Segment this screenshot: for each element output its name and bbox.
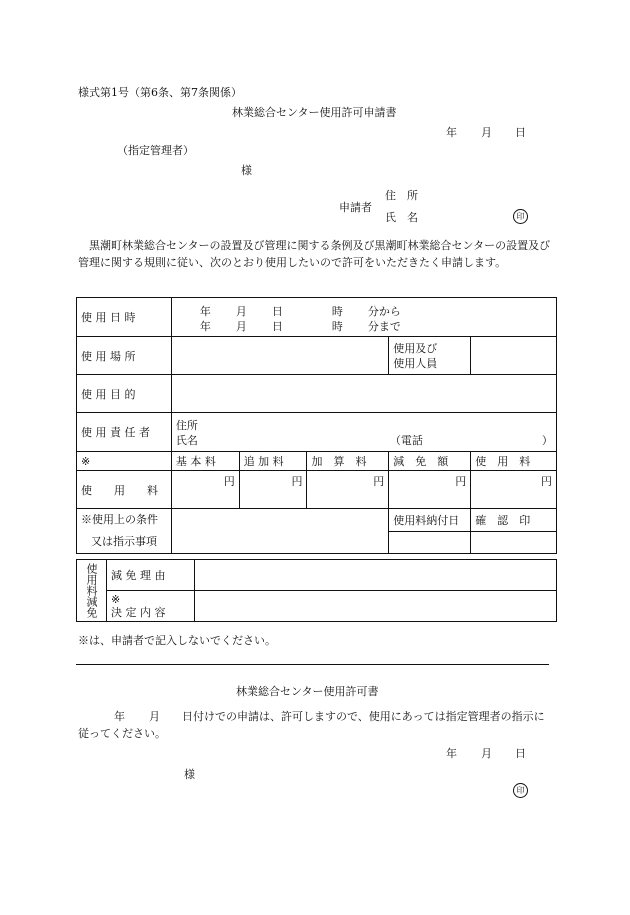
fee-header-surcharge: 加 算 料 bbox=[307, 452, 389, 471]
reduction-reason-label: 減 免 理 由 bbox=[107, 560, 195, 591]
fee-header-basic: 基 本 料 bbox=[171, 452, 239, 471]
manager-field[interactable] bbox=[171, 413, 556, 452]
fee-additional-field[interactable]: 円 bbox=[239, 471, 307, 509]
permit-body: 年 月 日付けでの申請は、許可しますので、使用にあっては指定管理者の指示に従ってください。 bbox=[78, 710, 545, 740]
conditions-label: ※使用上の条件 又は指示事項 bbox=[77, 509, 172, 554]
confirm-seal-label: 確 認 印 bbox=[471, 509, 557, 532]
date-to-minute: 分まで bbox=[367, 320, 401, 333]
fee-basic-field[interactable]: 円 bbox=[171, 471, 239, 509]
applicant-label: 申請者 bbox=[339, 201, 372, 214]
form-number: 様式第1号（第6条、第7条関係） bbox=[78, 86, 242, 99]
date-from-minute: 分から bbox=[367, 305, 401, 318]
document-title: 林業総合センター使用許可申請書 bbox=[232, 106, 397, 119]
phone-close: ） bbox=[541, 434, 553, 447]
decision-label: ※ 決 定 内 容 bbox=[107, 591, 195, 622]
reduction-table bbox=[76, 559, 557, 622]
permit-date-year: 年 bbox=[446, 747, 457, 760]
date-label: 使 用 日 時 bbox=[77, 298, 172, 337]
permit-sama: 様 bbox=[184, 768, 195, 781]
name-label: 氏 名 bbox=[385, 211, 418, 224]
manager-label: 使 用 責 任 者 bbox=[77, 413, 172, 452]
addressee: （指定管理者） bbox=[117, 144, 194, 157]
fee-header-total: 使 用 料 bbox=[471, 452, 557, 471]
users-field[interactable] bbox=[471, 337, 557, 375]
place-label: 使 用 場 所 bbox=[77, 337, 172, 375]
header-date-day: 日 bbox=[515, 126, 526, 139]
date-from-month: 月 bbox=[235, 305, 247, 318]
payment-date-label: 使用料納付日 bbox=[389, 509, 471, 532]
fee-label: 使 用 料 bbox=[77, 471, 172, 509]
addressee-sama: 様 bbox=[241, 164, 252, 177]
fee-header-additional: 追 加 料 bbox=[239, 452, 307, 471]
place-field[interactable] bbox=[171, 337, 388, 375]
seal-icon: 印 bbox=[513, 209, 528, 224]
permit-date-day: 日 bbox=[515, 747, 526, 760]
reduction-side-label: 使用料減免 bbox=[77, 560, 107, 622]
header-date-month: 月 bbox=[481, 126, 492, 139]
address-label: 住 所 bbox=[385, 189, 418, 202]
manager-name-label: 氏名 bbox=[175, 434, 198, 447]
permit-title: 林業総合センター使用許可書 bbox=[236, 685, 379, 698]
reduction-reason-field[interactable] bbox=[195, 560, 557, 591]
date-to-year: 年 bbox=[199, 320, 211, 333]
applicant-note: ※は、申請者で記入しないでください。 bbox=[78, 634, 276, 647]
date-to-month: 月 bbox=[235, 320, 247, 333]
date-to-day: 日 bbox=[271, 320, 283, 333]
date-from-day: 日 bbox=[271, 305, 283, 318]
purpose-field[interactable] bbox=[171, 375, 556, 413]
divider bbox=[76, 664, 549, 665]
header-date-year: 年 bbox=[446, 126, 457, 139]
intro-paragraph: 黒潮町林業総合センターの設置及び管理に関する条例及び黒潮町林業総合センターの設置及び管理に関する規則に従い、次のとおり使用したいので許可をいただきたく申請します。 bbox=[78, 239, 551, 269]
confirm-seal-field[interactable] bbox=[471, 531, 557, 554]
fee-header-reduction: 減 免 額 bbox=[389, 452, 471, 471]
phone-label: （電話 bbox=[389, 434, 423, 447]
users-label: 使用及び 使用人員 bbox=[389, 337, 471, 375]
fee-mark: ※ bbox=[77, 452, 172, 471]
purpose-label: 使 用 目 的 bbox=[77, 375, 172, 413]
fee-reduction-field[interactable]: 円 bbox=[389, 471, 471, 509]
date-from-year: 年 bbox=[199, 305, 211, 318]
date-field[interactable] bbox=[171, 298, 556, 337]
date-to-hour: 時 bbox=[331, 320, 343, 333]
payment-date-field[interactable] bbox=[389, 531, 471, 554]
application-form-table bbox=[76, 297, 557, 554]
fee-surcharge-field[interactable]: 円 bbox=[307, 471, 389, 509]
conditions-field[interactable] bbox=[171, 509, 388, 554]
date-from-hour: 時 bbox=[331, 305, 343, 318]
permit-seal-icon: 印 bbox=[513, 783, 528, 798]
manager-address-label: 住所 bbox=[175, 419, 198, 432]
fee-total-field[interactable]: 円 bbox=[471, 471, 557, 509]
permit-date-month: 月 bbox=[481, 747, 492, 760]
decision-field[interactable] bbox=[195, 591, 557, 622]
